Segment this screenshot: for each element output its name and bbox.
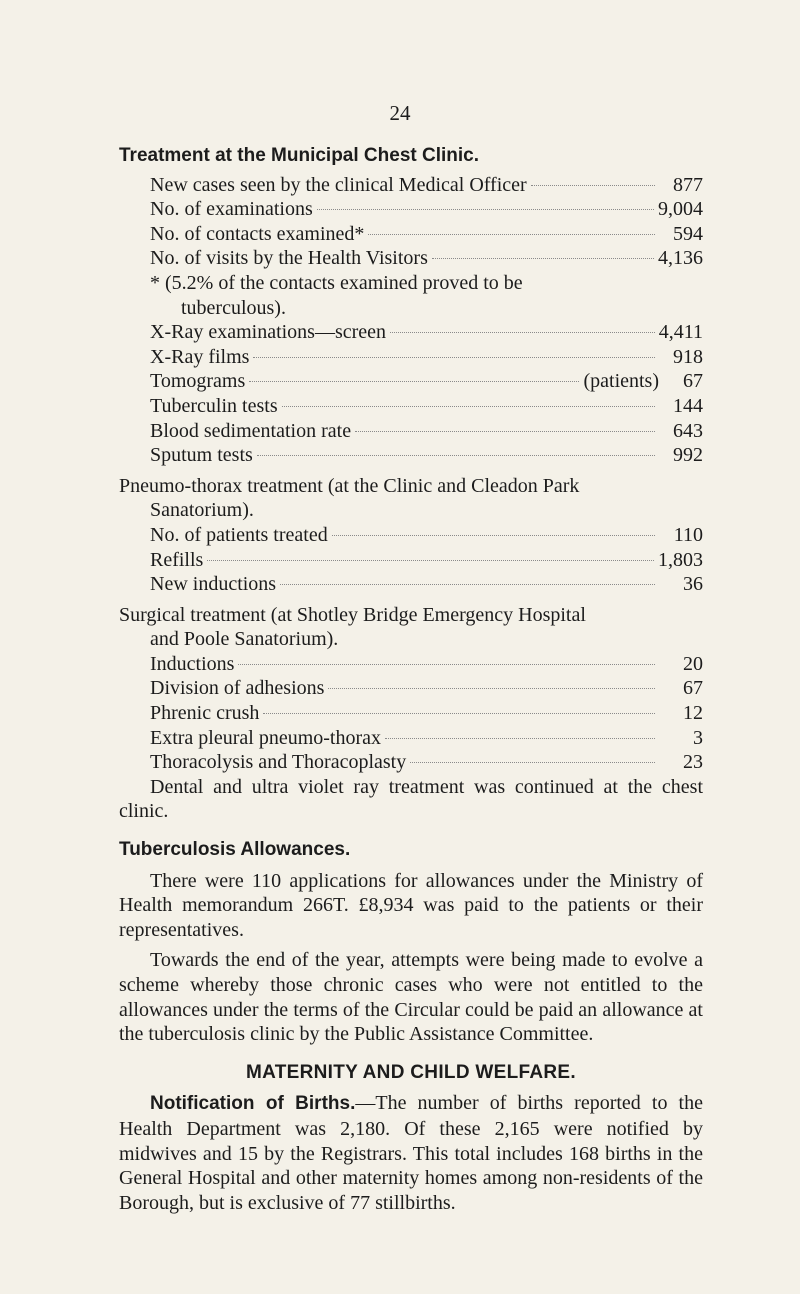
allowances-paragraph: There were 110 applications for allowances under the Ministry of Health memorandum 266T. £8,934 was paid to the patients or their representatives. — [119, 869, 703, 941]
row-label: Tomograms — [150, 370, 246, 393]
treatment-row — [119, 369, 703, 394]
row-value: 9,004 — [658, 198, 703, 221]
row-value: 4,136 — [658, 247, 703, 270]
row-label: New cases seen by the clinical Medical Officer — [150, 173, 527, 196]
row-value: 643 — [673, 419, 703, 442]
treatment-row — [119, 345, 703, 370]
row-value: 3 — [693, 726, 703, 749]
row-label: Division of adhesions — [150, 677, 325, 700]
row-label: Thoracolysis and Thoracoplasty — [150, 751, 407, 774]
surgical-row — [119, 676, 703, 701]
page-number: 24 — [389, 101, 411, 125]
pneumo-row — [119, 548, 703, 573]
page-content — [119, 144, 703, 1215]
row-label: X-Ray films — [150, 345, 250, 368]
row-label: X-Ray examinations—screen — [150, 321, 387, 344]
treatment-row — [119, 246, 703, 271]
surgical-intro-line: Surgical treatment (at Shotley Bridge Emergency Hospital — [119, 603, 586, 626]
treatment-row — [119, 419, 703, 444]
row-value: 36 — [683, 573, 703, 596]
row-value: 12 — [683, 702, 703, 725]
treatment-row — [119, 320, 703, 345]
pneumo-intro-line: Pneumo-thorax treatment (at the Clinic and Cleadon Park — [119, 474, 580, 497]
pneumo-intro-line: Sanatorium). — [150, 499, 254, 522]
row-value: 1,803 — [658, 548, 703, 571]
row-label: Refills — [150, 548, 204, 571]
row-label: No. of contacts examined* — [150, 222, 365, 245]
allowances-paragraph: Towards the end of the year, attempts were being made to evolve a scheme whereby those chronic cases who were not entitled to the allowances under the terms of the Circular could be paid an allowance at the tuberculosis clinic by the Public Assistance Committee. — [119, 949, 703, 1046]
row-label: Sputum tests — [150, 444, 253, 467]
row-value: 4,411 — [658, 321, 703, 344]
births-text: —The number of births reported to the Health Department was 2,180. Of these 2,165 were notified by midwives and 15 by the Registrars. This total includes 168 births in the General Hospital and other maternity homes among non-residents of the Borough, but is exclusive of 77 stillbirths. — [119, 1092, 703, 1214]
treatment-row — [119, 197, 703, 222]
row-label: New inductions — [150, 573, 277, 596]
contacts-footnote — [119, 271, 703, 320]
surgical-row — [119, 701, 703, 726]
row-value: 67 — [683, 677, 703, 700]
row-label: Tuberculin tests — [150, 394, 278, 417]
row-extra: (patients) — [583, 370, 659, 393]
surgical-row — [119, 652, 703, 677]
row-value: 918 — [673, 345, 703, 368]
births-runin-heading: Notification of Births. — [150, 1093, 356, 1115]
pneumo-intro — [119, 474, 703, 523]
footnote-line: tuberculous). — [181, 296, 286, 319]
row-value: 594 — [673, 222, 703, 245]
allowances-heading: Tuberculosis Allowances. — [119, 839, 351, 861]
pneumo-row — [119, 523, 703, 548]
row-value: 144 — [673, 394, 703, 417]
row-label: No. of patients treated — [150, 523, 328, 546]
footnote-line: * (5.2% of the contacts examined proved to be — [150, 271, 523, 294]
row-label: Phrenic crush — [150, 702, 260, 725]
row-label: Inductions — [150, 652, 235, 675]
treatment-row — [119, 394, 703, 419]
row-label: No. of visits by the Health Visitors — [150, 247, 428, 270]
row-value: 20 — [683, 652, 703, 675]
surgical-row — [119, 750, 703, 775]
surgical-intro — [119, 603, 703, 652]
treatment-row — [119, 222, 703, 247]
treatment-row — [119, 443, 703, 468]
row-label: Blood sedimentation rate — [150, 419, 352, 442]
pneumo-row — [119, 572, 703, 597]
births-paragraph — [119, 1091, 703, 1215]
treatment-heading: Treatment at the Municipal Chest Clinic. — [119, 145, 480, 166]
row-label: Extra pleural pneumo-thorax — [150, 726, 382, 749]
row-value: 877 — [673, 173, 703, 196]
surgical-intro-line: and Poole Sanatorium). — [150, 628, 339, 651]
row-value: 67 — [683, 370, 703, 393]
row-value: 23 — [683, 751, 703, 774]
row-value: 992 — [673, 444, 703, 467]
row-label: No. of examinations — [150, 198, 313, 221]
treatment-row — [119, 173, 703, 198]
dental-paragraph: Dental and ultra violet ray treatment was continued at the chest clinic. — [119, 775, 703, 823]
surgical-row — [119, 726, 703, 751]
row-value: 110 — [673, 523, 703, 546]
maternity-heading: MATERNITY AND CHILD WELFARE. — [246, 1061, 576, 1083]
